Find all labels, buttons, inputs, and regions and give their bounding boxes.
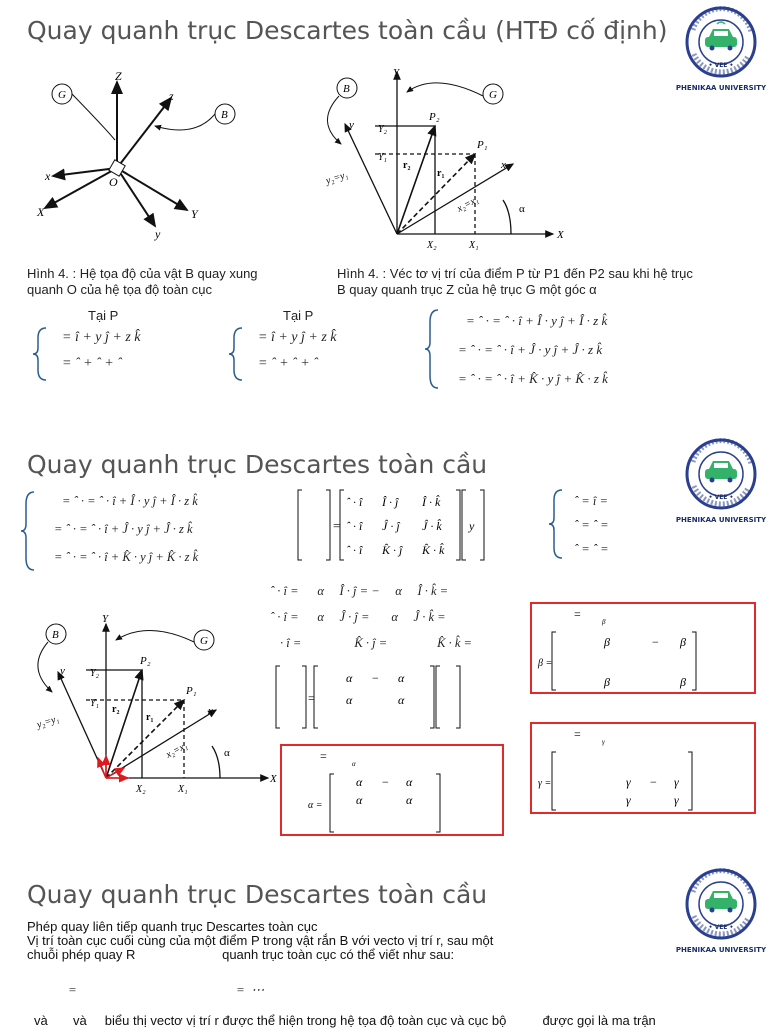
slide1-title: Quay quanh trục Descartes toàn cầu (HTĐ cố định) [27, 16, 668, 45]
eq-right-3: = ˆ · = ˆ · î + K̂ · y ĵ + K̂ · z k̂ [458, 371, 608, 386]
svg-text:β: β [680, 675, 686, 689]
brace-mid [228, 326, 244, 382]
svg-text:−: − [382, 775, 389, 789]
svg-text:γ: γ [674, 775, 679, 789]
svg-text:α: α [352, 760, 356, 768]
box-rotation-beta [530, 602, 756, 694]
eq-right-1: = ˆ · = ˆ · î + Î · y ĵ + Î · z k̂ [466, 313, 608, 328]
svg-text:α: α [406, 793, 413, 807]
svg-text:z: z [169, 89, 174, 103]
svg-text:K̂ · k̂: K̂ · k̂ [422, 543, 445, 557]
brace-s2-right [548, 488, 564, 560]
svg-text:γ: γ [674, 793, 679, 807]
body-line-3: chuỗi phép quay R quanh trục toàn cục có thể viết như sau: [27, 947, 455, 962]
svg-text:γ: γ [602, 738, 605, 746]
eq-left-1: = î + y ĵ + z k̂ [62, 330, 141, 345]
box-rotation-gamma [530, 722, 756, 814]
eq-s2-1: = ˆ · = ˆ · î + Î · y ĵ + Î · z k̂ [62, 494, 198, 508]
figure-rotation-z [315, 62, 575, 254]
svg-text:α: α [406, 775, 413, 789]
svg-text:B: B [343, 83, 350, 95]
svg-text:y₂=y₁: y₂=y₁ [324, 169, 350, 187]
svg-text:α: α [398, 693, 405, 707]
phenikaa-logo [674, 436, 768, 528]
svg-text:=: = [574, 727, 581, 741]
svg-text:G: G [58, 89, 66, 101]
svg-text:ˆ · î: ˆ · î [346, 543, 363, 557]
eq-s3-1: = [68, 982, 77, 997]
svg-text:P₁: P₁ [186, 685, 197, 697]
svg-text:x: x [45, 169, 51, 183]
brace-s2-left [20, 490, 36, 572]
svg-text:α: α [398, 671, 405, 685]
svg-text:PHENIKAA UNIVERSITY: PHENIKAA UNIVERSITY [675, 946, 767, 954]
svg-text:β: β [602, 618, 606, 626]
svg-text:x₂=x₁: x₂=x₁ [455, 194, 481, 215]
label-tai-p-2: Tại P [283, 308, 314, 323]
svg-text:X: X [37, 205, 45, 219]
svg-text:• VEE •: • VEE • [708, 924, 734, 931]
svg-text:x: x [208, 705, 213, 717]
svg-text:X: X [557, 229, 564, 241]
svg-text:β: β [604, 635, 610, 649]
caption-figure-2: Hình 4. : Véc tơ vị trí của điểm P từ P1 đến P2 sau khi hệ trục B quay quanh trục Z của hệ trục G một góc α [337, 266, 693, 297]
svg-text:• VEE •: • VEE • [708, 62, 734, 69]
svg-text:r₁: r₁ [437, 168, 445, 179]
svg-text:x₂=x₁: x₂=x₁ [164, 740, 190, 761]
svg-text:=: = [574, 607, 581, 621]
svg-text:α: α [346, 671, 353, 685]
eq-s3-2: = ⋯ [236, 982, 265, 997]
rotation-matrix-equation [272, 664, 468, 732]
eq-unit-3: ˆ = ˆ = [574, 542, 609, 556]
svg-text:r₂: r₂ [403, 160, 411, 171]
svg-text:Ĵ · ĵ: Ĵ · ĵ [382, 519, 400, 533]
svg-text:=: = [308, 691, 315, 705]
svg-text:Y₁: Y₁ [90, 698, 100, 709]
eq-s2-3: = ˆ · = ˆ · î + K̂ · y ĵ + K̂ · z k̂ [54, 550, 199, 564]
eq-mid-1: = î + y ĵ + z k̂ [258, 330, 337, 345]
svg-text:β: β [604, 675, 610, 689]
svg-text:X: X [270, 773, 277, 785]
svg-text:β =: β = [538, 658, 553, 669]
svg-text:G: G [200, 635, 208, 647]
body-bottom: và và biểu thị vectơ vị trí r được thể hiện trong hệ tọa độ toàn cục và cục bộ được gọi là ma trận [34, 1013, 656, 1028]
svg-text:ˆ · î: ˆ · î [346, 519, 363, 533]
svg-text:Î · ĵ: Î · ĵ [382, 495, 399, 509]
svg-text:Y: Y [393, 67, 400, 79]
svg-text:B: B [221, 109, 228, 121]
svg-text:=: = [333, 518, 341, 533]
svg-text:X₂: X₂ [427, 240, 437, 251]
svg-text:PHENIKAA UNIVERSITY: PHENIKAA UNIVERSITY [675, 516, 767, 524]
svg-text:X₁: X₁ [469, 240, 479, 251]
svg-text:−: − [650, 775, 657, 789]
svg-text:α: α [519, 203, 525, 215]
svg-text:Y₂: Y₂ [90, 668, 100, 679]
eq-left-2: = ˆ + ˆ + ˆ [62, 356, 122, 371]
svg-text:β: β [680, 635, 686, 649]
svg-text:K̂ · ĵ: K̂ · ĵ [382, 543, 403, 557]
svg-text:y: y [349, 119, 354, 131]
svg-text:α: α [346, 693, 353, 707]
matrix-equation [294, 488, 490, 562]
svg-text:P₂: P₂ [140, 655, 151, 667]
phenikaa-logo [674, 866, 768, 958]
eq-mid-2: = ˆ + ˆ + ˆ [258, 356, 318, 371]
figure-global-local-frames [25, 68, 275, 248]
svg-text:O: O [109, 175, 118, 189]
eq-unit-1: ˆ = î = [574, 494, 608, 508]
svg-text:G: G [489, 89, 497, 101]
svg-text:y₂=y₁: y₂=y₁ [35, 713, 61, 731]
svg-text:r₁: r₁ [146, 712, 154, 723]
dot-row-1: ˆ · î = α Î · ĵ = − α Î · k̂ = [270, 584, 449, 598]
body-line-1: Phép quay liên tiếp quanh trục Descartes toàn cục [27, 919, 318, 934]
slide2-title: Quay quanh trục Descartes toàn cầu [27, 450, 488, 479]
label-tai-p-1: Tại P [88, 308, 119, 323]
svg-text:r₂: r₂ [112, 704, 120, 715]
dot-row-2: ˆ · î = α Ĵ · ĵ = α Ĵ · k̂ = [270, 610, 446, 624]
svg-text:Z: Z [115, 69, 122, 83]
svg-text:X₂: X₂ [136, 784, 146, 795]
eq-unit-2: ˆ = ˆ = [574, 518, 609, 532]
svg-text:B: B [52, 629, 59, 641]
svg-text:α =: α = [308, 800, 323, 811]
svg-text:γ =: γ = [538, 778, 552, 789]
svg-text:• VEE •: • VEE • [708, 494, 734, 501]
brace-right [424, 308, 440, 390]
svg-text:y: y [469, 519, 475, 533]
eq-s2-2: = ˆ · = ˆ · î + Ĵ · y ĵ + Ĵ · z k̂ [54, 522, 193, 536]
svg-text:Î · k̂: Î · k̂ [422, 495, 441, 509]
svg-text:P₁: P₁ [477, 139, 488, 151]
svg-text:Y: Y [191, 207, 198, 221]
svg-text:PHENIKAA UNIVERSITY: PHENIKAA UNIVERSITY [675, 84, 767, 92]
svg-text:γ: γ [626, 775, 631, 789]
svg-text:y: y [60, 665, 65, 677]
svg-text:α: α [356, 793, 363, 807]
svg-text:−: − [652, 635, 659, 649]
svg-text:=: = [320, 749, 327, 763]
svg-text:−: − [372, 671, 379, 685]
body-line-2: Vị trí toàn cục cuối cùng của một điểm P trong vật rắn B với vecto vị trí r, sau một [27, 933, 494, 948]
svg-text:ˆ · î: ˆ · î [346, 495, 363, 509]
svg-text:γ: γ [626, 793, 631, 807]
svg-text:α: α [224, 747, 230, 759]
dot-row-3: · î = K̂ · ĵ = K̂ · k̂ = [280, 636, 472, 650]
svg-text:Y: Y [102, 613, 109, 625]
svg-text:Y₁: Y₁ [378, 152, 388, 163]
figure-rotation-z-slide2 [28, 612, 284, 800]
svg-text:x: x [501, 159, 506, 171]
phenikaa-logo [674, 4, 768, 96]
caption-figure-1: Hình 4. : Hệ tọa độ của vật B quay xung quanh O của hệ tọa độ toàn cục [27, 266, 258, 297]
eq-right-2: = ˆ · = ˆ · î + Ĵ · y ĵ + Ĵ · z k̂ [458, 342, 603, 357]
svg-text:y: y [155, 227, 161, 241]
brace-left [32, 326, 48, 382]
svg-text:α: α [356, 775, 363, 789]
svg-text:P₂: P₂ [429, 111, 440, 123]
svg-text:Y₂: Y₂ [378, 124, 388, 135]
svg-text:X₁: X₁ [178, 784, 188, 795]
slide3-title: Quay quanh trục Descartes toàn cầu [27, 880, 488, 909]
svg-text:Ĵ · k̂: Ĵ · k̂ [422, 519, 442, 533]
box-rotation-alpha [280, 744, 504, 836]
